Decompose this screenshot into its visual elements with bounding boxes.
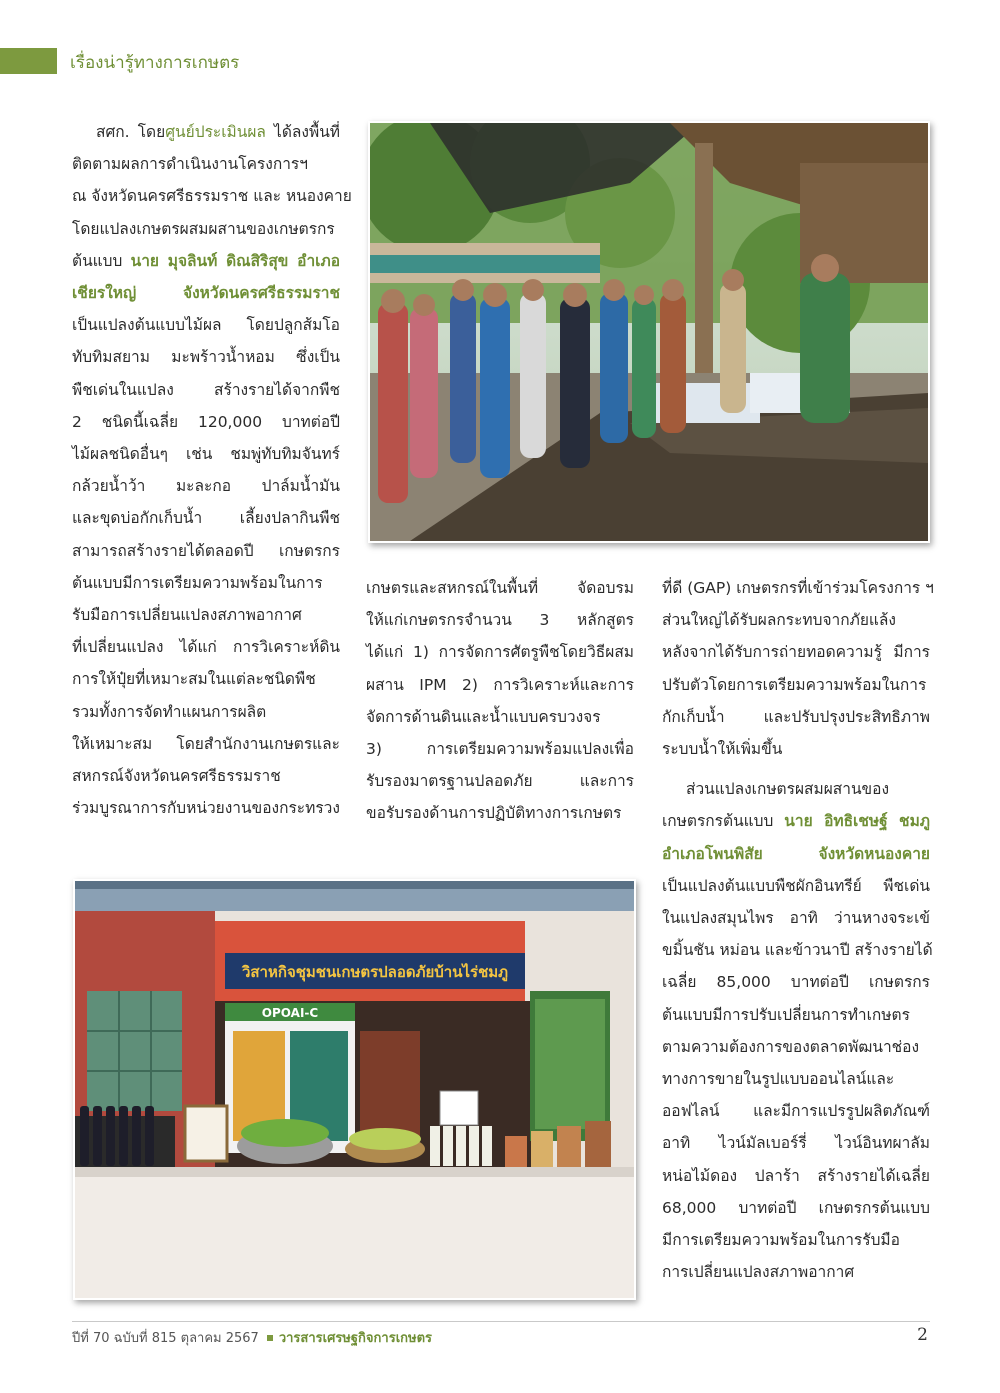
photo-community-enterprise-shop	[73, 879, 636, 1300]
article-column-1	[72, 116, 352, 824]
paragraph-line: 3) การเตรียมความพร้อมแปลงเพื่อ	[366, 740, 634, 759]
article-column-3	[662, 572, 934, 1288]
paragraph-line: ร่วมบูรณาการกับหน่วยงานของกระทรวง	[72, 799, 340, 818]
paragraph-line: 68,000 บาทต่อปี เกษตรกรต้นแบบ	[662, 1198, 930, 1217]
paragraph-line: ติดตามผลการดำเนินงานโครงการฯ	[72, 155, 308, 174]
farmer1-location-line	[72, 277, 340, 309]
paragraph-line: มีการเตรียมความพร้อมในการรับมือ	[662, 1231, 900, 1250]
paragraph-line: เป็นแปลงต้นแบบพืชผักอินทรีย์ พืชเด่น	[662, 876, 930, 895]
section-title: เรื่องน่ารู้ทางการเกษตร	[70, 53, 240, 73]
paragraph-line: โดยแปลงเกษตรผสมผสานของเกษตรกร	[72, 219, 335, 238]
paragraph-line: ในแปลงสมุนไพร อาทิ ว่านหางจระเข้	[662, 909, 930, 928]
paragraph-line: สศก. โดยศูนย์ประเมินผล ได้ลงพื้นที่	[96, 123, 341, 141]
organization-name: ศูนย์ประเมินผล	[165, 123, 266, 141]
paragraph-lines	[72, 148, 352, 245]
paragraph-line: ตามความต้องการของตลาดพัฒนาช่อง	[662, 1037, 920, 1056]
paragraph-line: ได้แก่ 1) การจัดการศัตรูพืชโดยวิธีผสม	[366, 643, 634, 662]
paragraph-line: ระบบน้ำให้เพิ่มขึ้น	[662, 740, 783, 759]
paragraph-lines	[662, 572, 934, 765]
paragraph-line: ให้แก่เกษตรกรจำนวน 3 หลักสูตร	[366, 611, 634, 630]
paragraph-line: กล้วยน้ำว้า มะละกอ ปาล์มน้ำมัน	[72, 477, 340, 496]
paragraph-line: ณ จังหวัดนครศรีธรรมราช และ หนองคาย	[72, 187, 352, 206]
farmer1-name: นาย มุจลินท์ ดิณสิริสุข อำเภอ	[130, 251, 340, 270]
paragraph-line: เฉลี่ย 85,000 บาทต่อปี เกษตรกร	[662, 973, 930, 992]
paragraph-line: ไม้ผลชนิดอื่นๆ เช่น ชมพู่ทับทิมจันทร์	[72, 445, 340, 464]
paragraph-line: ออฟไลน์ และมีการแปรรูปผลิตภัณฑ์	[662, 1102, 930, 1121]
paragraph-line: ส่วนใหญ่ได้รับผลกระทบจากภัยแล้ง	[662, 611, 896, 630]
paragraph-line: ต้นแบบมีการเตรียมความพร้อมในการ	[72, 573, 323, 592]
paragraph-line: รับมือการเปลี่ยนแปลงสภาพอากาศ	[72, 606, 302, 625]
footer-issue: ปีที่ 70 ฉบับที่ 815 ตุลาคม 2567	[72, 1331, 259, 1346]
paragraph-line: หลังจากได้รับการถ่ายทอดความรู้ มีการ	[662, 643, 930, 662]
footer-magazine-title: วารสารเศรษฐกิจการเกษตร	[278, 1331, 432, 1346]
paragraph-line: ขอรับรองด้านการปฏิบัติทางการเกษตร	[366, 804, 622, 823]
farmer2-name: นาย อิทธิเชษฐ์ ชมภู	[784, 812, 931, 831]
paragraph-line: หน่อไม้ดอง ปลาร้า สร้างรายได้เฉลี่ย	[662, 1166, 930, 1185]
photo-farmers-compost-visit	[368, 121, 930, 543]
paragraph-line: ขมิ้นชัน หม่อน และข้าวนาปี สร้างรายได้	[662, 941, 933, 960]
farmer2-location: อำเภอโพนพิสัย จังหวัดหนองคาย	[662, 844, 930, 863]
paragraph-line: ที่เปลี่ยนแปลง ได้แก่ การวิเคราะห์ดิน	[72, 638, 340, 657]
paragraph-lines	[72, 309, 340, 824]
paragraph-line: จัดการด้านดินและน้ำแบบครบวงจร	[366, 707, 601, 726]
paragraph-line: 2 ชนิดนี้เฉลี่ย 120,000 บาทต่อปี	[72, 412, 340, 431]
paragraph-line: ปรับตัวโดยการเตรียมความพร้อมในการ	[662, 675, 927, 694]
poster-text: OPOAI-C	[261, 1006, 319, 1020]
paragraph-line: รวมทั้งการจัดทำแผนการผลิต	[72, 702, 267, 721]
paragraph-line: พืชเด่นในแปลง สร้างรายได้จากพืช	[72, 380, 340, 399]
paragraph-line: ส่วนแปลงเกษตรผสมผสานของ	[686, 780, 890, 799]
paragraph-line: ที่ดี (GAP) เกษตรกรที่เข้าร่วมโครงการ ฯ	[662, 579, 934, 597]
page-number: 2	[917, 1325, 928, 1345]
paragraph-line: ทางการขายในรูปแบบออนไลน์และ	[662, 1070, 895, 1089]
paragraph-lines	[366, 572, 634, 830]
farmer2-location-line	[662, 838, 930, 870]
farmer1-location: เชียรใหญ่ จังหวัดนครศรีธรรมราช	[72, 284, 340, 303]
footer-square-icon	[267, 1335, 273, 1341]
header-accent-bar	[0, 48, 57, 74]
paragraph-line: อาทิ ไวน์มัลเบอร์รี่ ไวน์อินทผาลัม	[662, 1134, 930, 1153]
article-column-2	[366, 572, 634, 830]
paragraph-line: การให้ปุ๋ยที่เหมาะสมในแต่ละชนิดพืช	[72, 670, 316, 689]
paragraph-line: รับรองมาตรฐานปลอดภัย และการ	[366, 772, 634, 791]
paragraph-line: เกษตรและสหกรณ์ในพื้นที่ จัดอบรม	[366, 579, 634, 597]
shop-sign-text: วิสาหกิจชุมชนเกษตรปลอดภัยบ้านไร่ชมภู	[241, 963, 509, 981]
paragraph-line: ต้นแบบมีการปรับเปลี่ยนการทำเกษตร	[662, 1005, 910, 1024]
paragraph-line: ทับทิมสยาม มะพร้าวน้ำหอม ซึ่งเป็น	[72, 348, 340, 367]
paragraph-line: การเปลี่ยนแปลงสภาพอากาศ	[662, 1263, 855, 1282]
footer-divider	[72, 1321, 930, 1322]
farmer2-name-line: เกษตรกรต้นแบบ นาย อิทธิเชษฐ์ ชมภู	[662, 812, 931, 831]
paragraph-lines	[662, 870, 933, 1289]
farmer1-name-line: ต้นแบบ นาย มุจลินท์ ดิณสิริสุข อำเภอ	[72, 251, 340, 270]
paragraph-line: และขุดบ่อกักเก็บน้ำ เลี้ยงปลากินพืช	[72, 509, 340, 528]
footer	[72, 1327, 432, 1348]
paragraph-line: ผสาน IPM 2) การวิเคราะห์และการ	[366, 675, 634, 694]
paragraph-line: สามารถสร้างรายได้ตลอดปี เกษตรกร	[72, 541, 340, 560]
paragraph-line: กักเก็บน้ำ และปรับปรุงประสิทธิภาพ	[662, 707, 930, 726]
paragraph-line: สหกรณ์จังหวัดนครศรีธรรมราช	[72, 767, 281, 786]
paragraph-line: ให้เหมาะสม โดยสำนักงานเกษตรและ	[72, 734, 340, 753]
paragraph-line: เป็นแปลงต้นแบบไม้ผล โดยปลูกส้มโอ	[72, 316, 340, 335]
